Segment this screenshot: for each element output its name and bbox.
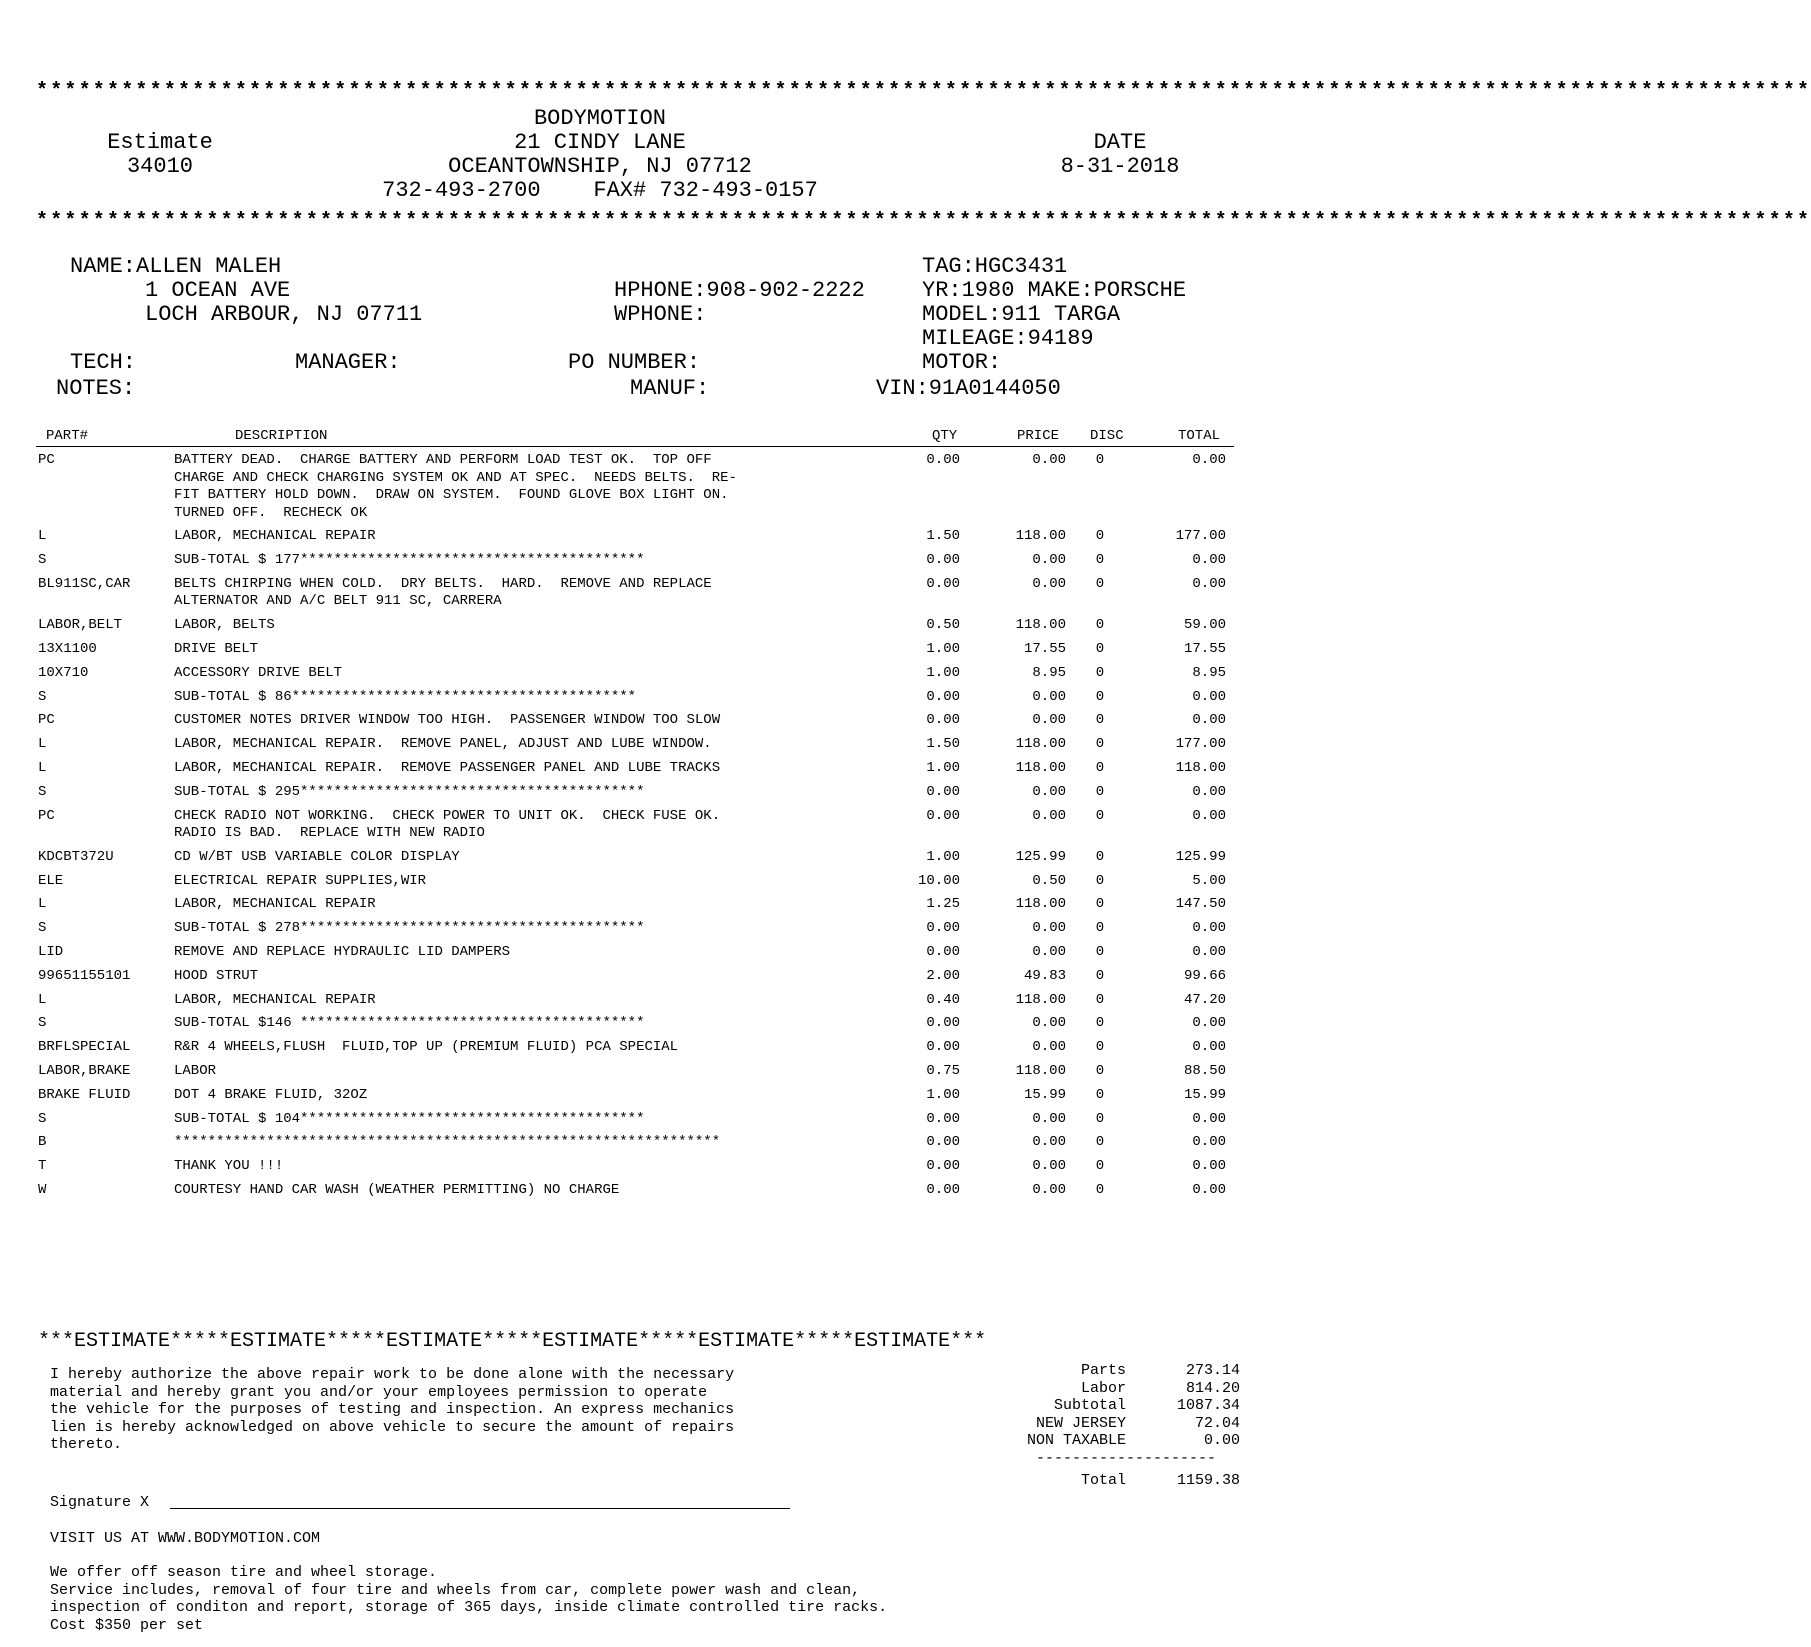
home-phone: HPHONE:908-902-2222 xyxy=(614,278,865,303)
date-label: DATE xyxy=(1093,130,1147,155)
description: SUB-TOTAL $146 ***************************************** xyxy=(174,1015,645,1032)
quantity: 0.00 xyxy=(926,575,960,592)
line-total: 0.00 xyxy=(1192,575,1226,592)
table-row xyxy=(0,944,1272,962)
price: 0.00 xyxy=(1032,688,1066,705)
part-number: S xyxy=(38,688,47,705)
line-total: 15.99 xyxy=(1183,1086,1226,1103)
quantity: 0.00 xyxy=(926,688,960,705)
grand-total-box xyxy=(960,1472,1240,1490)
line-total: 0.00 xyxy=(1192,712,1226,729)
customer-name: NAME:ALLEN MALEH xyxy=(70,254,282,279)
discount: 0 xyxy=(1095,848,1105,865)
quantity: 0.00 xyxy=(926,1158,960,1175)
table-row xyxy=(0,712,1272,730)
part-number: L xyxy=(38,736,47,753)
discount: 0 xyxy=(1095,991,1105,1008)
quantity: 0.00 xyxy=(926,712,960,729)
part-number: ELE xyxy=(38,872,64,889)
price: 118.00 xyxy=(1015,896,1066,913)
price: 118.00 xyxy=(1015,736,1066,753)
discount: 0 xyxy=(1095,967,1105,984)
discount: 0 xyxy=(1095,664,1105,681)
description: DRIVE BELT xyxy=(174,640,259,657)
footer-line: inspection of conditon and report, storage of 365 days, inside climate controlled tire racks. xyxy=(50,1599,888,1617)
table-row xyxy=(0,784,1272,802)
description: SUB-TOTAL $ 295***************************************** xyxy=(174,783,645,800)
price: 17.55 xyxy=(1023,640,1066,657)
quantity: 0.75 xyxy=(926,1063,960,1080)
price: 0.00 xyxy=(1032,1110,1066,1127)
price: 0.00 xyxy=(1032,920,1066,937)
labor-value: 814.20 xyxy=(1185,1379,1240,1397)
work-phone: WPHONE: xyxy=(614,302,707,327)
discount: 0 xyxy=(1095,1182,1105,1199)
line-total: 0.00 xyxy=(1192,1039,1226,1056)
discount: 0 xyxy=(1095,1015,1105,1032)
quantity: 1.00 xyxy=(926,664,960,681)
description: CHECK RADIO NOT WORKING. CHECK POWER TO UNIT OK. CHECK FUSE OK. RADIO IS BAD. REPLACE WITH NEW RADIO xyxy=(174,807,721,842)
table-row xyxy=(0,968,1272,986)
discount: 0 xyxy=(1095,807,1105,824)
estimate-banner: ***ESTIMATE*****ESTIMATE*****ESTIMATE*****ESTIMATE*****ESTIMATE*****ESTIMATE*** xyxy=(38,1330,987,1353)
discount: 0 xyxy=(1095,1110,1105,1127)
table-row xyxy=(0,1087,1272,1105)
part-number: S xyxy=(38,552,47,569)
shop-address: 21 CINDY LANE xyxy=(514,130,686,155)
table-row xyxy=(0,1158,1272,1176)
shop-phones: 732-493-2700 FAX# 732-493-0157 xyxy=(382,178,818,203)
part-number: S xyxy=(38,1015,47,1032)
price: 49.83 xyxy=(1023,967,1066,984)
quantity: 0.00 xyxy=(926,552,960,569)
quantity: 10.00 xyxy=(917,872,960,889)
part-number: PC xyxy=(38,807,55,824)
customer-address2: LOCH ARBOUR, NJ 07711 xyxy=(145,302,423,327)
discount: 0 xyxy=(1095,1086,1105,1103)
part-number: 99651155101 xyxy=(38,967,131,984)
authorization-line: lien is hereby acknowledged on above vehicle to secure the amount of repairs xyxy=(50,1418,735,1436)
discount: 0 xyxy=(1095,736,1105,753)
quantity: 0.50 xyxy=(926,617,960,634)
totals-box xyxy=(960,1362,1240,1450)
total-value: 1159.38 xyxy=(1176,1472,1240,1489)
discount: 0 xyxy=(1095,944,1105,961)
part-number: L xyxy=(38,759,47,776)
tech-label: TECH: xyxy=(70,350,137,375)
quantity: 1.25 xyxy=(926,896,960,913)
line-total: 0.00 xyxy=(1192,783,1226,800)
price: 0.50 xyxy=(1032,872,1066,889)
quantity: 1.00 xyxy=(926,1086,960,1103)
part-number: 10X710 xyxy=(38,664,89,681)
discount: 0 xyxy=(1095,712,1105,729)
header-rule xyxy=(36,446,1234,447)
part-number: LABOR,BELT xyxy=(38,617,123,634)
star-divider-top: ***************************************************************************************************************************** xyxy=(36,80,1811,103)
po-number-label: PO NUMBER: xyxy=(568,350,701,375)
description: COURTESY HAND CAR WASH (WEATHER PERMITTING) NO CHARGE xyxy=(174,1182,620,1199)
table-row xyxy=(0,920,1272,938)
totals-divider: -------------------- xyxy=(1036,1450,1217,1467)
tax-value: 72.04 xyxy=(1194,1414,1240,1432)
quantity: 1.00 xyxy=(926,848,960,865)
quantity: 0.40 xyxy=(926,991,960,1008)
quantity: 1.00 xyxy=(926,640,960,657)
line-total: 0.00 xyxy=(1192,1182,1226,1199)
description: LABOR, MECHANICAL REPAIR. REMOVE PASSENGER PANEL AND LUBE TRACKS xyxy=(174,759,721,776)
shop-city: OCEANTOWNSHIP, NJ 07712 xyxy=(448,154,752,179)
quantity: 1.50 xyxy=(926,736,960,753)
parts-value: 273.14 xyxy=(1185,1362,1240,1379)
price: 0.00 xyxy=(1032,1158,1066,1175)
line-total: 0.00 xyxy=(1192,1110,1226,1127)
quantity: 1.00 xyxy=(926,759,960,776)
table-row xyxy=(0,1063,1272,1081)
table-row xyxy=(0,1134,1272,1152)
line-total: 59.00 xyxy=(1183,617,1226,634)
quantity: 0.00 xyxy=(926,1039,960,1056)
line-total: 0.00 xyxy=(1192,807,1226,824)
description: ACCESSORY DRIVE BELT xyxy=(174,664,343,681)
col-total: TOTAL xyxy=(1178,428,1221,444)
price: 0.00 xyxy=(1032,1039,1066,1056)
manuf-label: MANUF: xyxy=(630,376,710,401)
line-total: 0.00 xyxy=(1192,552,1226,569)
part-number: B xyxy=(38,1134,47,1151)
line-total: 0.00 xyxy=(1192,688,1226,705)
col-price: PRICE xyxy=(1017,428,1060,444)
footer-line: We offer off season tire and wheel storage. xyxy=(50,1564,438,1581)
part-number: T xyxy=(38,1158,47,1175)
table-row xyxy=(0,1111,1272,1129)
authorization-line: the vehicle for the purposes of testing and inspection. An express mechanics xyxy=(50,1401,735,1419)
discount: 0 xyxy=(1095,452,1105,468)
discount: 0 xyxy=(1095,575,1105,592)
description: LABOR, MECHANICAL REPAIR xyxy=(174,991,376,1008)
quantity: 0.00 xyxy=(926,452,960,468)
discount: 0 xyxy=(1095,759,1105,776)
part-number: W xyxy=(38,1182,47,1199)
description: SUB-TOTAL $ 86***************************************** xyxy=(174,688,637,705)
description: ELECTRICAL REPAIR SUPPLIES,WIR xyxy=(174,872,427,889)
quantity: 0.00 xyxy=(926,807,960,824)
description: LABOR, MECHANICAL REPAIR xyxy=(174,896,376,913)
table-row xyxy=(0,873,1272,891)
price: 0.00 xyxy=(1032,575,1066,592)
description: LABOR xyxy=(174,1063,217,1080)
discount: 0 xyxy=(1095,688,1105,705)
description: LABOR, BELTS xyxy=(174,617,275,634)
discount: 0 xyxy=(1095,1158,1105,1175)
line-total: 17.55 xyxy=(1183,640,1226,657)
line-total: 0.00 xyxy=(1192,920,1226,937)
quantity: 0.00 xyxy=(926,783,960,800)
labor-label: Labor xyxy=(1080,1379,1126,1397)
line-total: 5.00 xyxy=(1192,872,1226,889)
line-total: 177.00 xyxy=(1175,528,1226,545)
subtotal-value: 1087.34 xyxy=(1176,1397,1240,1415)
price: 0.00 xyxy=(1032,1182,1066,1199)
price: 0.00 xyxy=(1032,783,1066,800)
nontax-value: 0.00 xyxy=(1203,1432,1240,1450)
line-total: 177.00 xyxy=(1175,736,1226,753)
price: 0.00 xyxy=(1032,944,1066,961)
line-items xyxy=(0,452,1272,1206)
description: LABOR, MECHANICAL REPAIR xyxy=(174,528,376,545)
line-total: 147.50 xyxy=(1175,896,1226,913)
signature-line[interactable] xyxy=(170,1508,790,1509)
line-total: 0.00 xyxy=(1192,1158,1226,1175)
table-row xyxy=(0,760,1272,778)
discount: 0 xyxy=(1095,640,1105,657)
part-number: L xyxy=(38,528,47,545)
estimate-number: 34010 xyxy=(126,154,193,179)
description: SUB-TOTAL $ 177***************************************** xyxy=(174,552,645,569)
price: 118.00 xyxy=(1015,528,1066,545)
part-number: BRFLSPECIAL xyxy=(38,1039,131,1056)
discount: 0 xyxy=(1095,896,1105,913)
table-row xyxy=(0,736,1272,754)
part-number: S xyxy=(38,1110,47,1127)
part-number: S xyxy=(38,920,47,937)
discount: 0 xyxy=(1095,1134,1105,1151)
footer-line: Cost $350 per set xyxy=(50,1616,204,1634)
total-label: Total xyxy=(1080,1472,1126,1489)
authorization-text xyxy=(50,1366,850,1454)
price: 0.00 xyxy=(1032,452,1066,468)
table-row xyxy=(0,552,1272,570)
quantity: 0.00 xyxy=(926,1015,960,1032)
line-total: 118.00 xyxy=(1175,759,1226,776)
price: 0.00 xyxy=(1032,1134,1066,1151)
table-row xyxy=(0,992,1272,1010)
price: 0.00 xyxy=(1032,552,1066,569)
description: REMOVE AND REPLACE HYDRAULIC LID DAMPERS xyxy=(174,944,511,961)
table-row xyxy=(0,1039,1272,1057)
part-number: PC xyxy=(38,452,55,468)
signature-label: Signature X xyxy=(50,1494,150,1511)
price: 8.95 xyxy=(1032,664,1066,681)
quantity: 0.00 xyxy=(926,1134,960,1151)
vehicle-model: MODEL:911 TARGA xyxy=(922,302,1121,327)
discount: 0 xyxy=(1095,528,1105,545)
price: 0.00 xyxy=(1032,712,1066,729)
col-part: PART# xyxy=(46,428,89,444)
table-row xyxy=(0,665,1272,683)
subtotal-label: Subtotal xyxy=(1053,1397,1126,1415)
discount: 0 xyxy=(1095,1063,1105,1080)
notes-label: NOTES: xyxy=(56,376,136,401)
quantity: 1.50 xyxy=(926,528,960,545)
price: 118.00 xyxy=(1015,1063,1066,1080)
website-visit: VISIT US AT WWW.BODYMOTION.COM xyxy=(50,1530,321,1547)
vehicle-tag: TAG:HGC3431 xyxy=(922,254,1068,279)
description: R&R 4 WHEELS,FLUSH FLUID,TOP UP (PREMIUM FLUID) PCA SPECIAL xyxy=(174,1039,679,1056)
part-number: L xyxy=(38,896,47,913)
quantity: 0.00 xyxy=(926,920,960,937)
authorization-line: material and hereby grant you and/or your employees permission to operate xyxy=(50,1383,708,1401)
tax-label: NEW JERSEY xyxy=(1035,1414,1126,1432)
manager-label: MANAGER: xyxy=(295,350,401,375)
vehicle-year-make: YR:1980 MAKE:PORSCHE xyxy=(922,278,1187,303)
price: 118.00 xyxy=(1015,991,1066,1008)
price: 118.00 xyxy=(1015,759,1066,776)
col-qty: QTY xyxy=(932,428,958,444)
authorization-line: thereto. xyxy=(50,1436,123,1454)
price: 0.00 xyxy=(1032,807,1066,824)
footer-line: Service includes, removal of four tire and wheels from car, complete power wash and clean, xyxy=(50,1581,861,1599)
part-number: KDCBT372U xyxy=(38,848,114,865)
part-number: PC xyxy=(38,712,55,729)
description: ***************************************************************** xyxy=(174,1134,721,1151)
line-total: 8.95 xyxy=(1192,664,1226,681)
estimate-label: Estimate xyxy=(107,130,213,155)
quantity: 0.00 xyxy=(926,1110,960,1127)
vin: VIN:91A0144050 xyxy=(876,376,1061,401)
vehicle-mileage: MILEAGE:94189 xyxy=(922,326,1094,351)
line-total: 0.00 xyxy=(1192,452,1226,468)
line-total: 0.00 xyxy=(1192,1015,1226,1032)
table-row xyxy=(0,896,1272,914)
table-row xyxy=(0,617,1272,635)
table-row xyxy=(0,849,1272,867)
line-total: 125.99 xyxy=(1175,848,1226,865)
table-row xyxy=(0,452,1272,522)
description: LABOR, MECHANICAL REPAIR. REMOVE PANEL, ADJUST AND LUBE WINDOW. xyxy=(174,736,712,753)
shop-name: BODYMOTION xyxy=(533,106,667,131)
date-value: 8-31-2018 xyxy=(1060,154,1180,179)
price: 15.99 xyxy=(1023,1086,1066,1103)
description: THANK YOU !!! xyxy=(174,1158,284,1175)
line-total: 88.50 xyxy=(1183,1063,1226,1080)
price: 0.00 xyxy=(1032,1015,1066,1032)
col-disc: DISC xyxy=(1090,428,1124,444)
description: BATTERY DEAD. CHARGE BATTERY AND PERFORM LOAD TEST OK. TOP OFF CHARGE AND CHECK CHARGING SYSTEM OK AND AT SPEC. NEEDS BELTS. RE- FIT BATTERY HOLD DOWN. DRAW ON SYSTEM. FOUND GLOVE BOX LIGHT ON. TURNED OFF. RECHECK OK xyxy=(174,452,737,521)
table-row xyxy=(0,576,1272,611)
col-description: DESCRIPTION xyxy=(235,428,328,444)
price: 125.99 xyxy=(1015,848,1066,865)
table-row xyxy=(0,641,1272,659)
motor-label: MOTOR: xyxy=(922,350,1002,375)
discount: 0 xyxy=(1095,552,1105,569)
table-row xyxy=(0,808,1272,843)
description: SUB-TOTAL $ 104***************************************** xyxy=(174,1110,645,1127)
line-total: 0.00 xyxy=(1192,1134,1226,1151)
description: HOOD STRUT xyxy=(174,967,259,984)
quantity: 2.00 xyxy=(926,967,960,984)
discount: 0 xyxy=(1095,783,1105,800)
part-number: LABOR,BRAKE xyxy=(38,1063,131,1080)
discount: 0 xyxy=(1095,920,1105,937)
nontax-label: NON TAXABLE xyxy=(1026,1432,1126,1450)
table-row xyxy=(0,1182,1272,1200)
line-total: 47.20 xyxy=(1183,991,1226,1008)
description: CUSTOMER NOTES DRIVER WINDOW TOO HIGH. PASSENGER WINDOW TOO SLOW xyxy=(174,712,721,729)
discount: 0 xyxy=(1095,617,1105,634)
quantity: 0.00 xyxy=(926,944,960,961)
table-row xyxy=(0,1015,1272,1033)
quantity: 0.00 xyxy=(926,1182,960,1199)
storage-offer xyxy=(50,1564,887,1634)
line-total: 0.00 xyxy=(1192,944,1226,961)
price: 118.00 xyxy=(1015,617,1066,634)
star-divider-bottom: ***************************************************************************************************************************** xyxy=(36,210,1811,233)
part-number: S xyxy=(38,783,47,800)
discount: 0 xyxy=(1095,1039,1105,1056)
part-number: 13X1100 xyxy=(38,640,97,657)
part-number: L xyxy=(38,991,47,1008)
description: DOT 4 BRAKE FLUID, 32OZ xyxy=(174,1086,368,1103)
description: BELTS CHIRPING WHEN COLD. DRY BELTS. HARD. REMOVE AND REPLACE ALTERNATOR AND A/C BELT 911 SC, CARRERA xyxy=(174,575,712,610)
table-row xyxy=(0,689,1272,707)
description: SUB-TOTAL $ 278***************************************** xyxy=(174,920,645,937)
authorization-line: I hereby authorize the above repair work to be done alone with the necessary xyxy=(50,1366,735,1383)
part-number: BRAKE FLUID xyxy=(38,1086,131,1103)
part-number: BL911SC,CAR xyxy=(38,575,131,592)
description: CD W/BT USB VARIABLE COLOR DISPLAY xyxy=(174,848,460,865)
line-total: 99.66 xyxy=(1183,967,1226,984)
table-row xyxy=(0,528,1272,546)
part-number: LID xyxy=(38,944,64,961)
customer-address1: 1 OCEAN AVE xyxy=(145,278,291,303)
parts-label: Parts xyxy=(1080,1362,1126,1379)
discount: 0 xyxy=(1095,872,1105,889)
